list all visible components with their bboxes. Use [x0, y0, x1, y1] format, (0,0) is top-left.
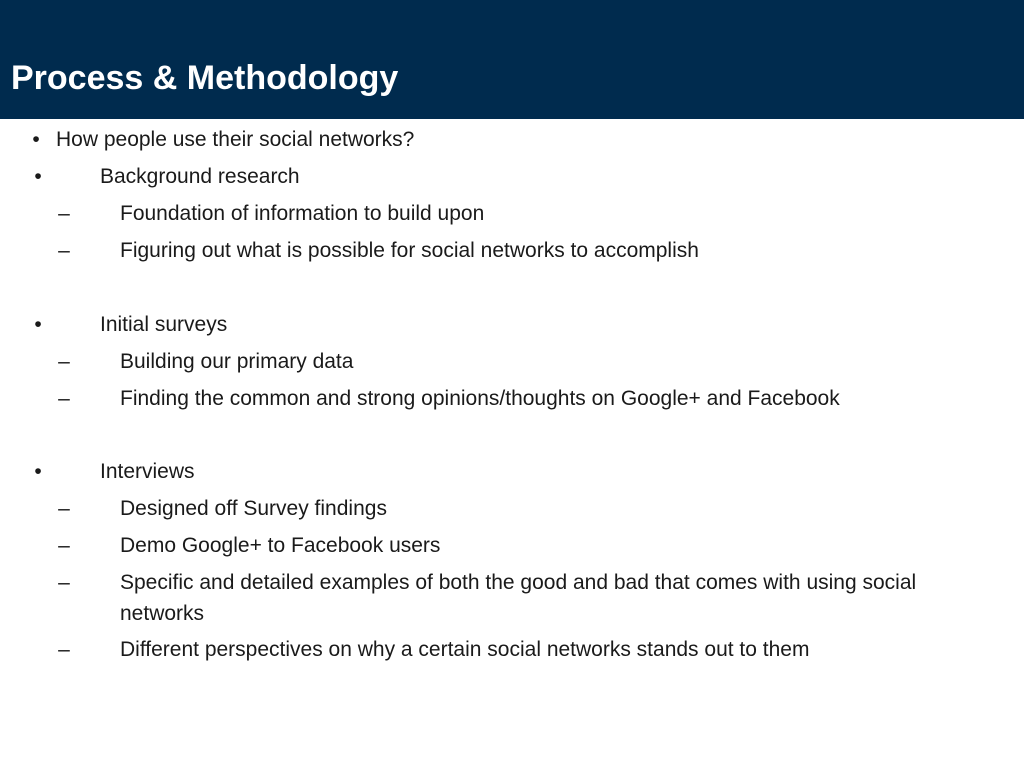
- intro-text: How people use their social networks?: [56, 128, 415, 151]
- title-bar: [0, 0, 1024, 119]
- list-item-text: Foundation of information to build upon: [120, 202, 485, 225]
- list-item-text: Different perspectives on why a certain social networks stands out to them: [120, 638, 810, 661]
- dash-marker: –: [58, 202, 70, 225]
- list-item-text: Finding the common and strong opinions/thoughts on Google+ and Facebook: [120, 387, 840, 410]
- dash-marker: –: [58, 239, 70, 262]
- list-item-text: Building our primary data: [120, 350, 354, 373]
- dash-marker: –: [58, 534, 70, 557]
- section-heading: Background research: [100, 165, 300, 188]
- list-item-text: Figuring out what is possible for social networks to accomplish: [120, 239, 699, 262]
- dash-marker: –: [58, 638, 70, 661]
- list-item-text: Designed off Survey findings: [120, 497, 387, 520]
- bullet-marker: •: [34, 313, 42, 336]
- bullet-marker: •: [34, 165, 42, 188]
- slide-title: Process & Methodology: [11, 59, 399, 97]
- bullet-marker: •: [34, 460, 42, 483]
- list-item-text: Demo Google+ to Facebook users: [120, 534, 441, 557]
- section-heading: Interviews: [100, 460, 195, 483]
- dash-marker: –: [58, 387, 70, 410]
- section-heading: Initial surveys: [100, 313, 228, 336]
- list-item-text: Specific and detailed examples of both the good and bad that comes with using social networks: [120, 571, 917, 625]
- bullet-marker: •: [32, 128, 40, 151]
- dash-marker: –: [58, 350, 70, 373]
- dash-marker: –: [58, 571, 70, 594]
- dash-marker: –: [58, 497, 70, 520]
